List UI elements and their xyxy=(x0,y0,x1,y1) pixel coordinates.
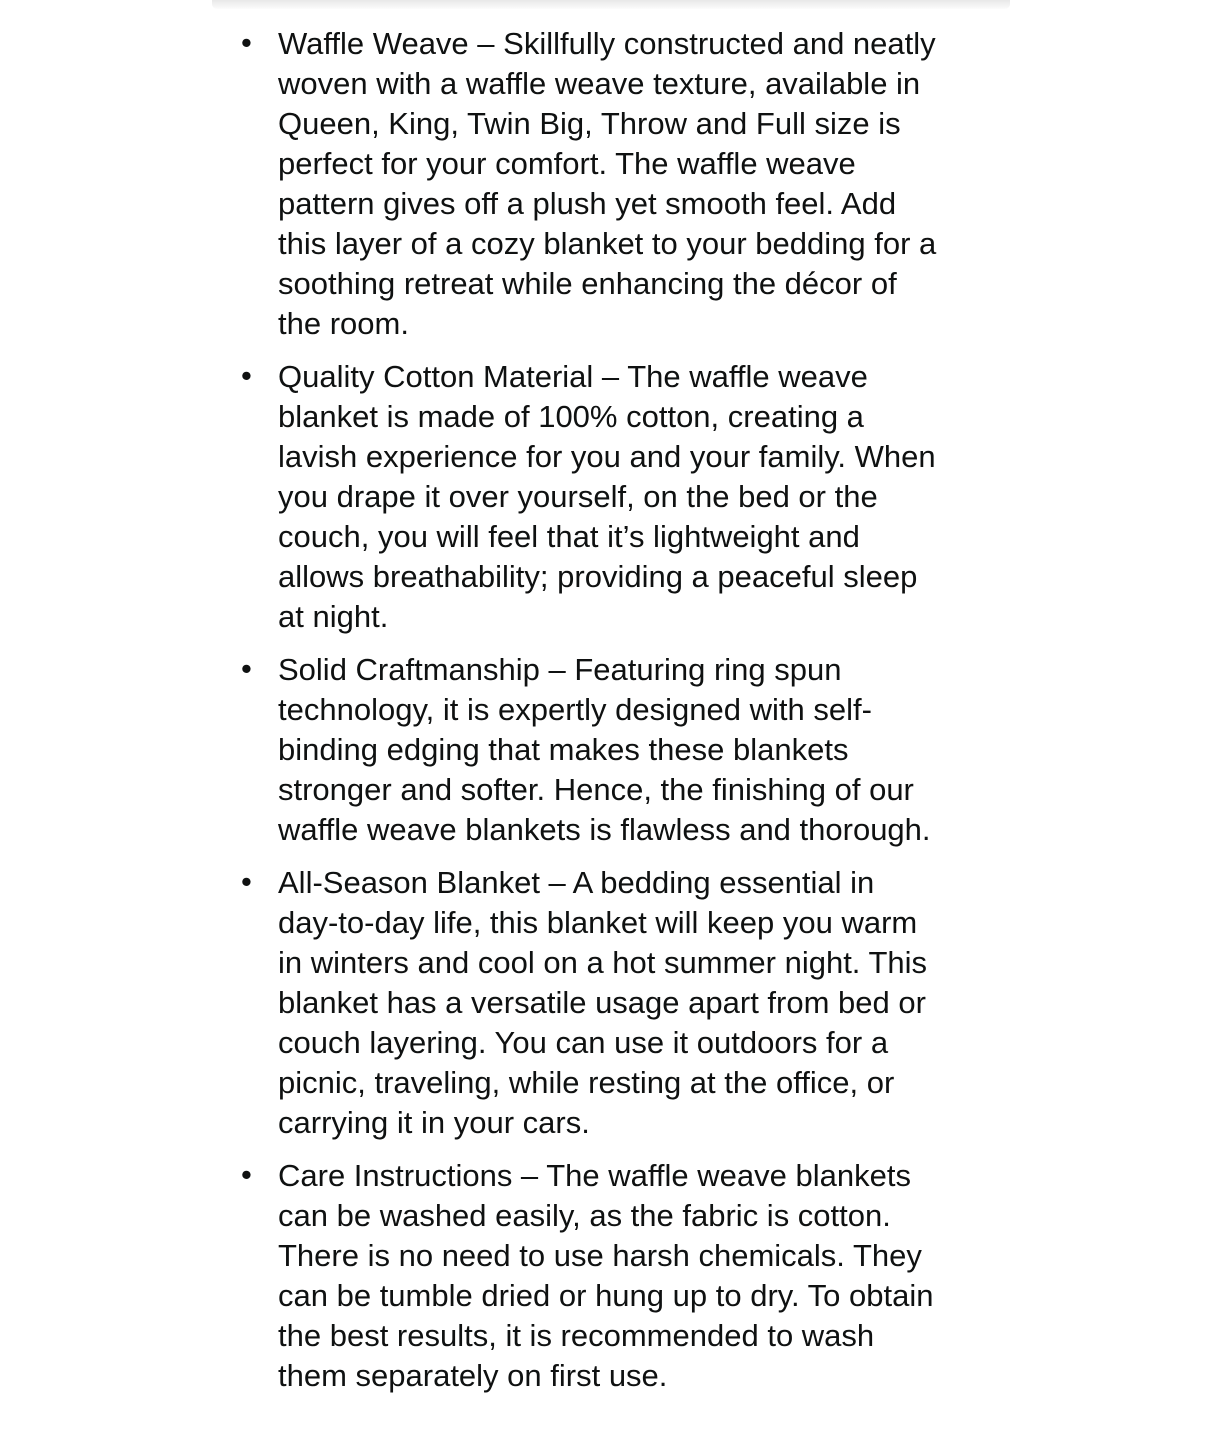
bullet-text: Quality Cotton Material – The waffle weave blanket is made of 100% cotton, creating a lavish experience for you and your family. When you drape it over yourself, on the bed or the couch, you will feel that it’s lightweight and allows breathability; providing a peaceful sleep at night. xyxy=(278,359,936,634)
bullet-text: All-Season Blanket – A bedding essential in day-to-day life, this blanket will keep you warm in winters and cool on a hot summer night. This blanket has a versatile usage apart from bed or couch layering. You can use it outdoors for a picnic, traveling, while resting at the office, or carrying it in your cars. xyxy=(278,865,928,1140)
bullet-point-care-instructions xyxy=(240,1156,938,1396)
bullet-text: Waffle Weave – Skillfully constructed and neatly woven with a waffle weave texture, available in Queen, King, Twin Big, Throw and Full size is perfect for your comfort. The waffle weave pattern gives off a plush yet smooth feel. Add this layer of a cozy blanket to your bedding for a soothing retreat while enhancing the décor of the room. xyxy=(278,26,937,341)
bullet-icon: • xyxy=(241,25,252,60)
bullet-point-waffle-weave xyxy=(240,24,938,344)
bullet-point-solid-craftmanship xyxy=(240,650,938,850)
bullet-point-all-season xyxy=(240,863,938,1143)
product-feature-bullet-list xyxy=(240,24,938,1396)
bullet-icon: • xyxy=(241,864,252,899)
partial-scrolled-element-edge xyxy=(212,0,1010,9)
bullet-text: Care Instructions – The waffle weave blankets can be washed easily, as the fabric is cotton. There is no need to use harsh chemicals. They can be tumble dried or hung up to dry. To obtain the best results, it is recommended to wash them separately on first use. xyxy=(278,1158,934,1393)
bullet-icon: • xyxy=(241,651,252,686)
bullet-point-quality-cotton xyxy=(240,357,938,637)
bullet-icon: • xyxy=(241,358,252,393)
bullet-icon: • xyxy=(241,1157,252,1192)
bullet-text: Solid Craftmanship – Featuring ring spun technology, it is expertly designed with self-binding edging that makes these blankets stronger and softer. Hence, the finishing of our waffle weave blankets is flawless and thorough. xyxy=(278,652,931,847)
